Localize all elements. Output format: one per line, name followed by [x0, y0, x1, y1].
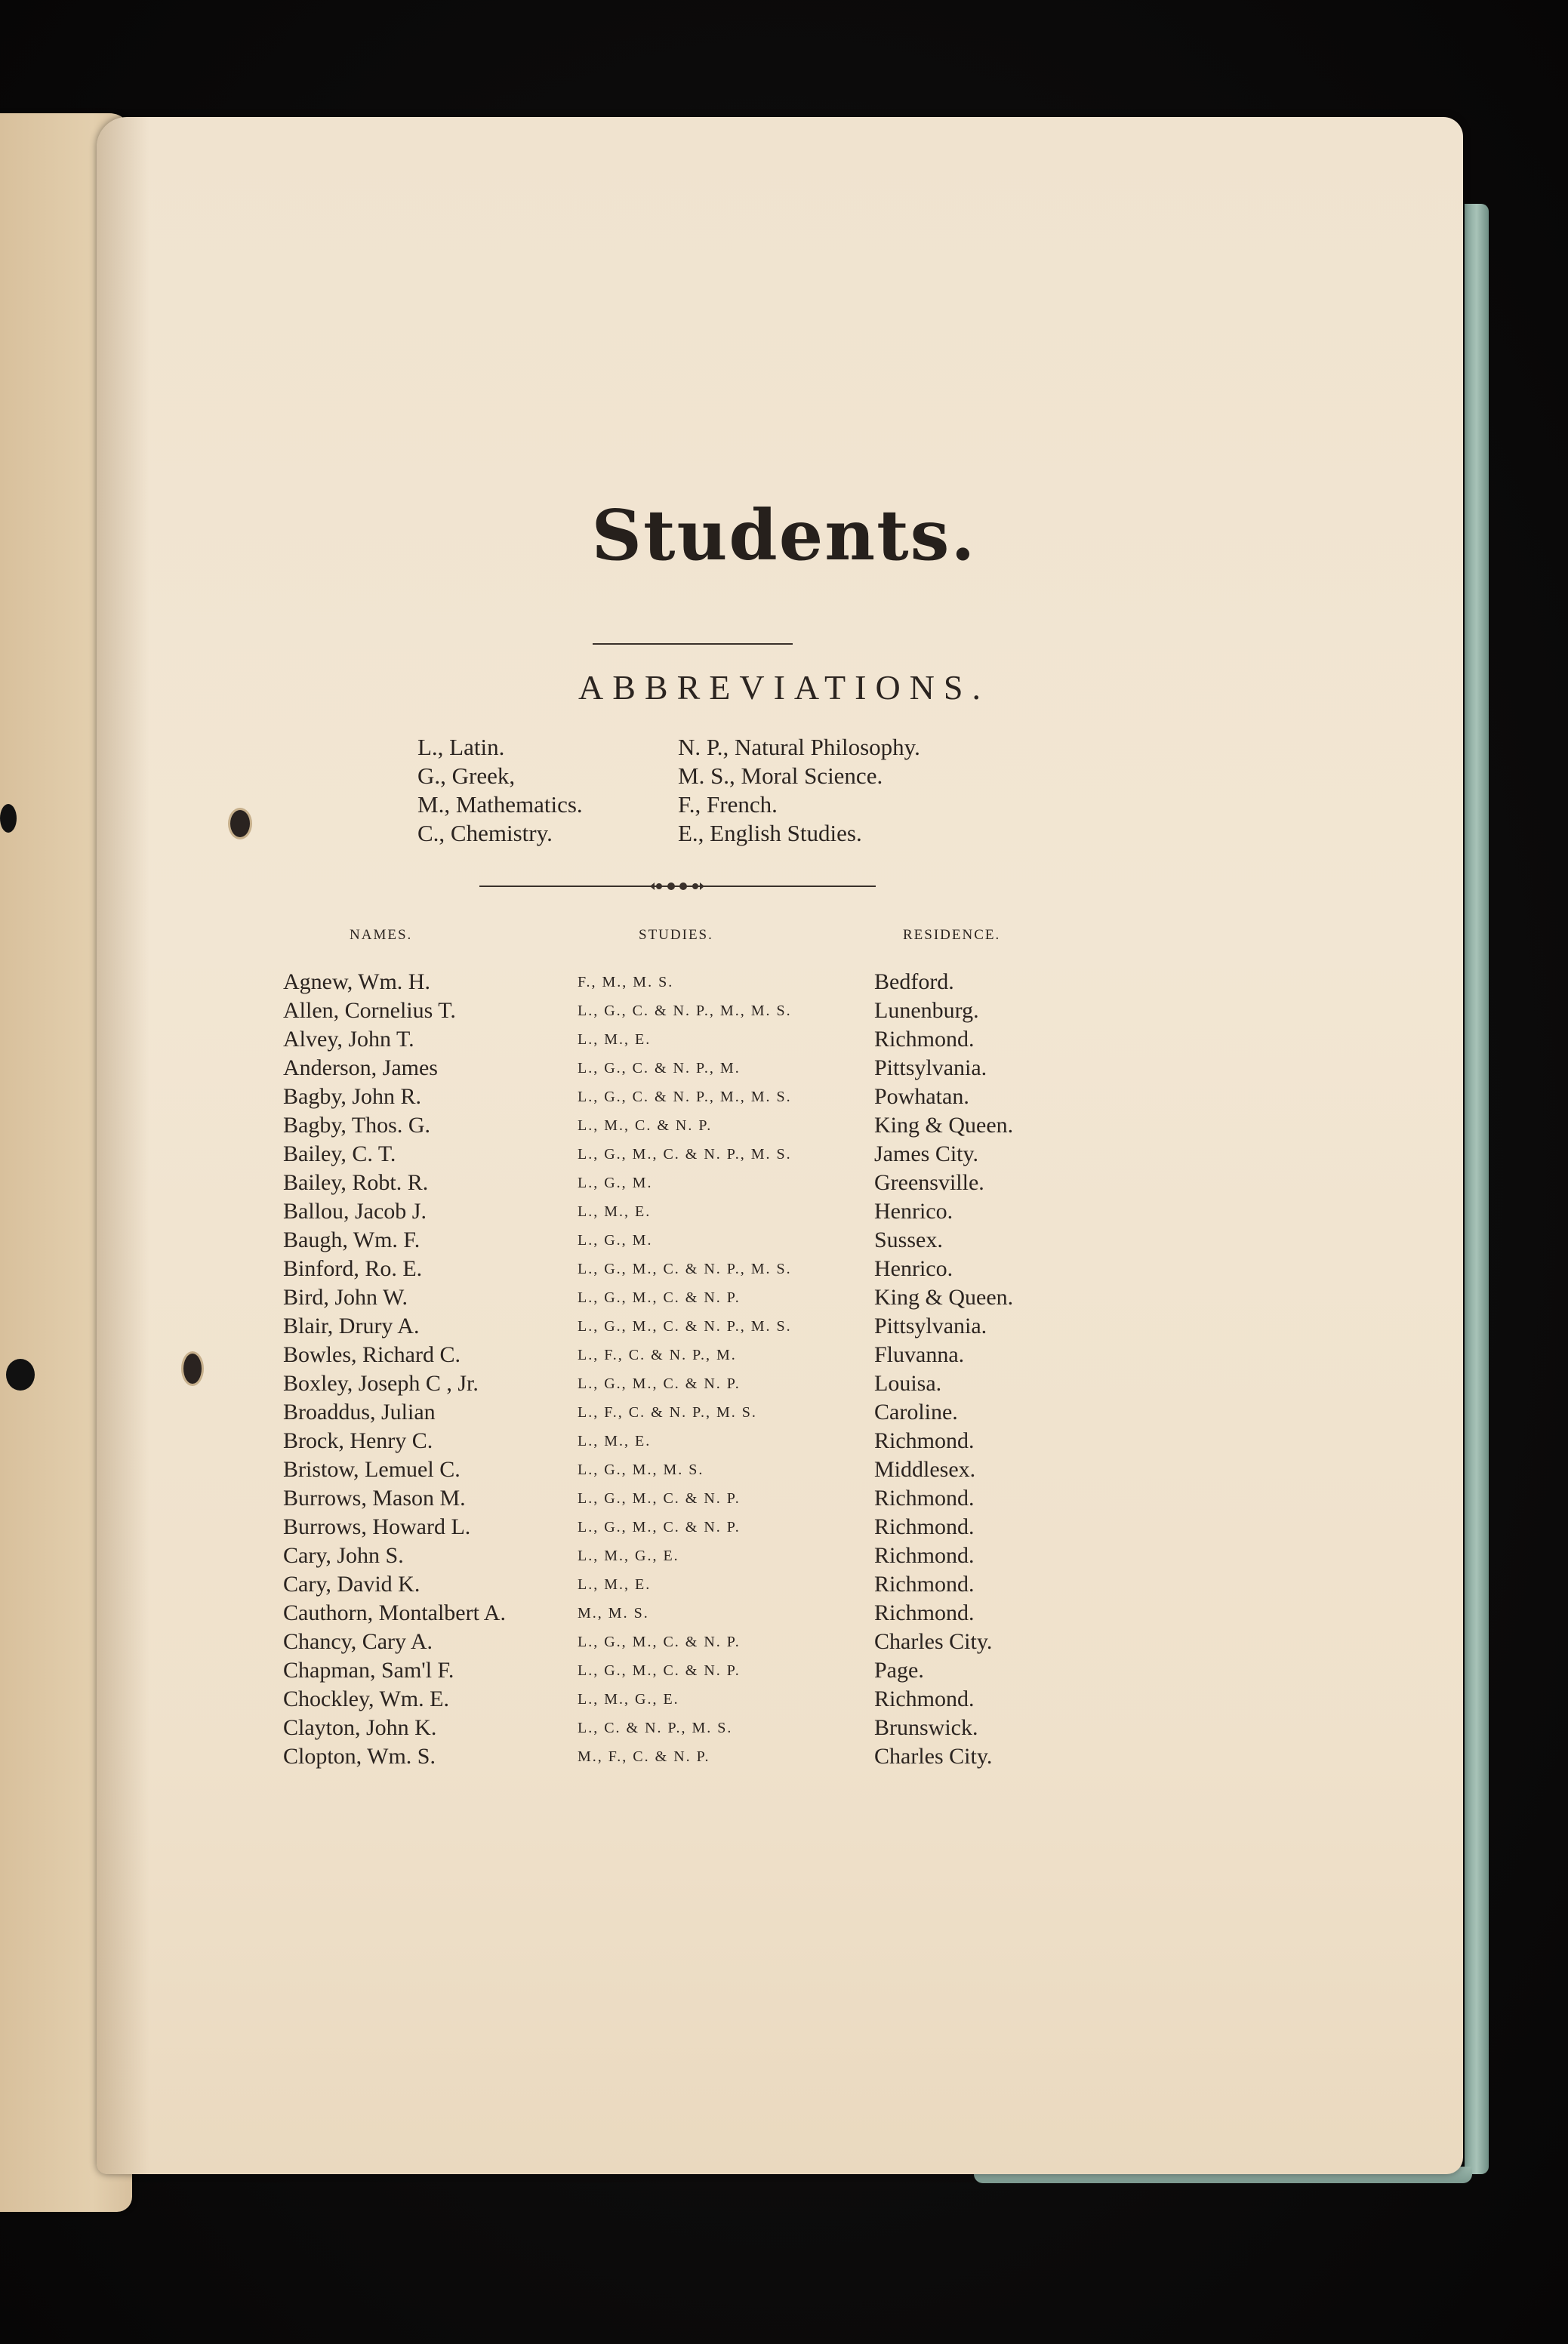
student-name: Burrows, Mason M.: [283, 1486, 466, 1511]
title-rule: [593, 643, 793, 645]
student-studies: M., M. S.: [578, 1605, 649, 1622]
student-name: Ballou, Jacob J.: [283, 1199, 427, 1224]
student-residence: Pittsylvania.: [874, 1055, 987, 1080]
student-studies: F., M., M. S.: [578, 974, 674, 990]
student-residence: Richmond.: [874, 1543, 975, 1568]
student-name: Broaddus, Julian: [283, 1400, 436, 1425]
abbreviation: E., English Studies.: [678, 820, 862, 846]
student-studies: L., F., C. & N. P., M.: [578, 1347, 737, 1363]
binding-hole-4: [181, 1351, 204, 1386]
student-studies: L., M., E.: [578, 1203, 652, 1220]
student-name: Clayton, John K.: [283, 1715, 437, 1740]
student-residence: Richmond.: [874, 1572, 975, 1597]
abbreviation: L., Latin.: [417, 734, 505, 760]
student-residence: Richmond.: [874, 1600, 975, 1625]
student-studies: L., G., M.: [578, 1232, 653, 1249]
student-residence: Page.: [874, 1658, 924, 1683]
student-studies: L., M., E.: [578, 1576, 652, 1593]
student-name: Allen, Cornelius T.: [283, 998, 456, 1023]
student-name: Agnew, Wm. H.: [283, 969, 430, 994]
student-name: Burrows, Howard L.: [283, 1514, 471, 1539]
student-studies: L., F., C. & N. P., M. S.: [578, 1404, 757, 1421]
student-residence: Henrico.: [874, 1256, 953, 1281]
student-name: Bowles, Richard C.: [283, 1342, 461, 1367]
student-name: Bagby, John R.: [283, 1084, 422, 1109]
student-residence: Greensville.: [874, 1170, 984, 1195]
student-residence: Louisa.: [874, 1371, 942, 1396]
student-residence: Bedford.: [874, 969, 954, 994]
ornamental-divider: [479, 877, 876, 895]
abbreviation: M. S., Moral Science.: [678, 762, 883, 789]
student-studies: L., G., M., C. & N. P., M. S.: [578, 1146, 792, 1163]
student-residence: James City.: [874, 1141, 979, 1166]
student-studies: L., M., E.: [578, 1433, 652, 1449]
student-studies: L., G., C. & N. P., M., M. S.: [578, 1003, 792, 1019]
student-name: Cary, John S.: [283, 1543, 404, 1568]
student-studies: L., G., M., C. & N. P.: [578, 1634, 741, 1650]
student-residence: Pittsylvania.: [874, 1314, 987, 1338]
student-studies: L., G., M., C. & N. P., M. S.: [578, 1261, 792, 1277]
student-studies: L., M., G., E.: [578, 1691, 679, 1708]
page-title: Students.: [591, 494, 977, 576]
student-studies: L., G., C. & N. P., M., M. S.: [578, 1089, 792, 1105]
student-name: Chancy, Cary A.: [283, 1629, 433, 1654]
student-residence: King & Queen.: [874, 1285, 1014, 1310]
student-residence: Richmond.: [874, 1027, 975, 1052]
student-residence: King & Queen.: [874, 1113, 1014, 1138]
student-name: Bagby, Thos. G.: [283, 1113, 430, 1138]
student-residence: Richmond.: [874, 1428, 975, 1453]
student-studies: L., G., M., C. & N. P.: [578, 1519, 741, 1535]
abbreviation: N. P., Natural Philosophy.: [678, 734, 920, 760]
student-studies: L., G., M.: [578, 1175, 653, 1191]
student-studies: L., M., C. & N. P.: [578, 1117, 713, 1134]
student-name: Binford, Ro. E.: [283, 1256, 423, 1281]
student-name: Bristow, Lemuel C.: [283, 1457, 461, 1482]
column-header-names: NAMES.: [350, 927, 413, 943]
student-residence: Lunenburg.: [874, 998, 979, 1023]
student-name: Chapman, Sam'l F.: [283, 1658, 454, 1683]
student-residence: Richmond.: [874, 1686, 975, 1711]
column-header-studies: STUDIES.: [639, 927, 713, 943]
student-studies: L., G., M., M. S.: [578, 1462, 704, 1478]
student-residence: Caroline.: [874, 1400, 958, 1425]
student-residence: Charles City.: [874, 1744, 993, 1769]
abbreviations-left: [417, 733, 583, 848]
student-name: Baugh, Wm. F.: [283, 1227, 420, 1252]
student-name: Cary, David K.: [283, 1572, 420, 1597]
student-residence: Sussex.: [874, 1227, 943, 1252]
student-studies: L., G., M., C. & N. P., M. S.: [578, 1318, 792, 1335]
student-residence: Fluvanna.: [874, 1342, 965, 1367]
student-studies: L., C. & N. P., M. S.: [578, 1720, 733, 1736]
student-name: Blair, Drury A.: [283, 1314, 420, 1338]
student-studies: L., G., M., C. & N. P.: [578, 1289, 741, 1306]
abbreviation: C., Chemistry.: [417, 820, 553, 846]
binding-hole-1: [0, 804, 17, 833]
student-name: Brock, Henry C.: [283, 1428, 433, 1453]
column-header-residence: RESIDENCE.: [903, 927, 1001, 943]
student-residence: Richmond.: [874, 1486, 975, 1511]
student-residence: Charles City.: [874, 1629, 993, 1654]
student-residence: Brunswick.: [874, 1715, 978, 1740]
student-name: Bird, John W.: [283, 1285, 408, 1310]
student-name: Alvey, John T.: [283, 1027, 414, 1052]
student-name: Bailey, Robt. R.: [283, 1170, 429, 1195]
student-studies: L., G., M., C. & N. P.: [578, 1490, 741, 1507]
student-studies: L., M., E.: [578, 1031, 652, 1048]
student-name: Boxley, Joseph C , Jr.: [283, 1371, 479, 1396]
abbreviation: M., Mathematics.: [417, 791, 583, 818]
student-name: Anderson, James: [283, 1055, 438, 1080]
student-name: Bailey, C. T.: [283, 1141, 396, 1166]
student-studies: L., G., M., C. & N. P.: [578, 1662, 741, 1679]
student-residence: Henrico.: [874, 1199, 953, 1224]
abbreviations-right: [678, 733, 920, 848]
student-studies: L., G., C. & N. P., M.: [578, 1060, 741, 1077]
student-residence: Middlesex.: [874, 1457, 976, 1482]
student-name: Cauthorn, Montalbert A.: [283, 1600, 506, 1625]
student-studies: L., G., M., C. & N. P.: [578, 1375, 741, 1392]
student-residence: Richmond.: [874, 1514, 975, 1539]
binding-hole-3: [228, 808, 252, 839]
abbreviation: F., French.: [678, 791, 778, 818]
abbreviations-heading: ABBREVIATIONS.: [578, 668, 990, 707]
student-residence: Powhatan.: [874, 1084, 969, 1109]
abbreviation: G., Greek,: [417, 762, 516, 789]
student-studies: L., M., G., E.: [578, 1548, 679, 1564]
student-name: Chockley, Wm. E.: [283, 1686, 449, 1711]
student-name: Clopton, Wm. S.: [283, 1744, 436, 1769]
student-studies: M., F., C. & N. P.: [578, 1748, 710, 1765]
binding-hole-2: [6, 1359, 35, 1391]
